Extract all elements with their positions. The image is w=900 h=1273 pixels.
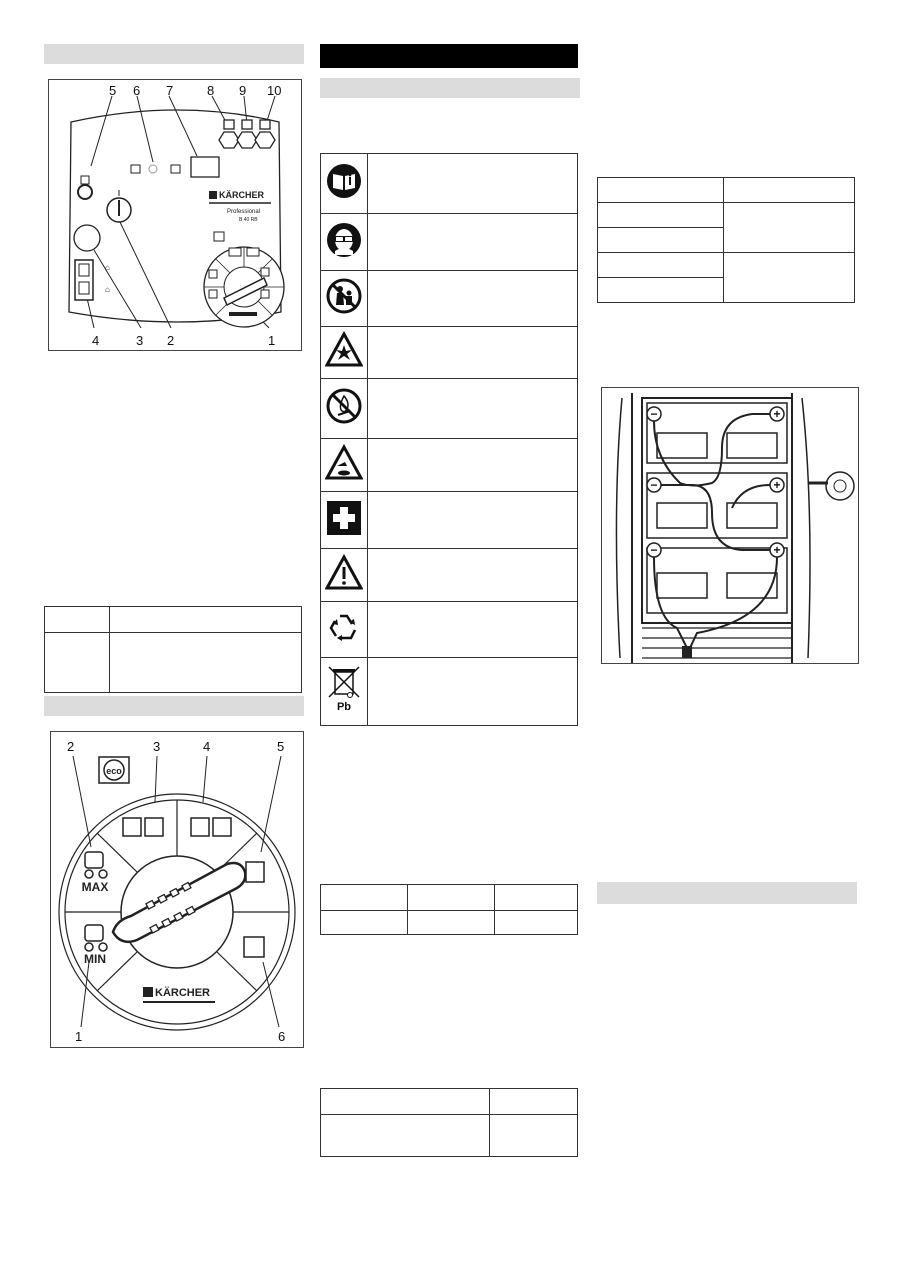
svg-text:⌂: ⌂ <box>105 263 110 272</box>
terminal-plus-2: + <box>773 478 781 492</box>
symbol-row <box>321 327 578 379</box>
left-section-header-1 <box>44 44 304 64</box>
dial-callout-4: 4 <box>203 739 211 754</box>
symbol-row <box>321 214 578 271</box>
middle-table-1 <box>320 884 578 935</box>
dial-callout-6: 6 <box>278 1029 286 1044</box>
pb-label: Pb <box>336 701 352 713</box>
no-fire-icon <box>325 387 363 425</box>
right-table <box>597 177 855 303</box>
right-section-header <box>597 882 857 904</box>
left-section-header-2 <box>44 696 304 716</box>
first-aid-icon <box>325 499 363 537</box>
middle-section-header <box>320 78 580 98</box>
program-dial-figure <box>50 731 304 1048</box>
terminal-plus-3: + <box>773 543 781 557</box>
middle-chapter-header <box>320 44 578 68</box>
callout-9: 9 <box>239 83 247 98</box>
symbols-table <box>320 153 578 726</box>
control-panel-figure <box>48 79 302 351</box>
terminal-minus-1: − <box>650 407 658 421</box>
dial-brand: KÄRCHER <box>155 987 210 999</box>
min-label: MIN <box>84 952 106 966</box>
recycling-icon <box>325 608 363 646</box>
callout-10: 10 <box>267 83 282 98</box>
dial-callout-5: 5 <box>277 739 285 754</box>
wear-eye-protection-icon <box>325 221 363 259</box>
callout-2: 2 <box>167 333 175 348</box>
symbol-row <box>321 658 578 726</box>
warning-icon <box>325 554 363 592</box>
symbol-row <box>321 439 578 492</box>
symbol-row <box>321 492 578 549</box>
read-manual-icon <box>325 162 363 200</box>
dial-callout-1: 1 <box>75 1029 83 1044</box>
symbol-row <box>321 549 578 602</box>
symbol-row <box>321 154 578 214</box>
callout-6: 6 <box>133 83 141 98</box>
callout-4: 4 <box>92 333 100 348</box>
panel-brand: KÄRCHER <box>219 190 264 200</box>
symbol-row <box>321 271 578 327</box>
symbol-row <box>321 602 578 658</box>
left-table <box>44 606 302 693</box>
program-dial-drawing <box>51 732 303 1047</box>
panel-model: B 40 RB <box>239 217 258 223</box>
callout-3: 3 <box>136 333 144 348</box>
terminal-plus-1: + <box>773 407 781 421</box>
callout-8: 8 <box>207 83 215 98</box>
dial-callout-3: 3 <box>153 739 161 754</box>
eco-label: eco <box>106 766 122 776</box>
dial-callout-2: 2 <box>67 739 75 754</box>
acid-burn-hazard-icon <box>325 444 363 482</box>
terminal-minus-3: − <box>650 543 658 557</box>
control-panel-drawing <box>49 80 301 350</box>
terminal-minus-2: − <box>650 478 658 492</box>
callout-5: 5 <box>109 83 117 98</box>
svg-text:⌂: ⌂ <box>105 285 110 294</box>
callout-1: 1 <box>268 333 276 348</box>
panel-subbrand: Professional <box>227 209 261 215</box>
keep-children-away-icon <box>325 277 363 315</box>
explosion-hazard-icon <box>325 331 363 369</box>
symbol-row <box>321 379 578 439</box>
battery-drawing <box>602 388 858 663</box>
battery-connection-figure <box>601 387 859 664</box>
max-label: MAX <box>81 880 109 894</box>
middle-table-2 <box>320 1088 578 1157</box>
callout-7: 7 <box>166 83 174 98</box>
crossed-bin-pb-icon <box>325 664 363 714</box>
